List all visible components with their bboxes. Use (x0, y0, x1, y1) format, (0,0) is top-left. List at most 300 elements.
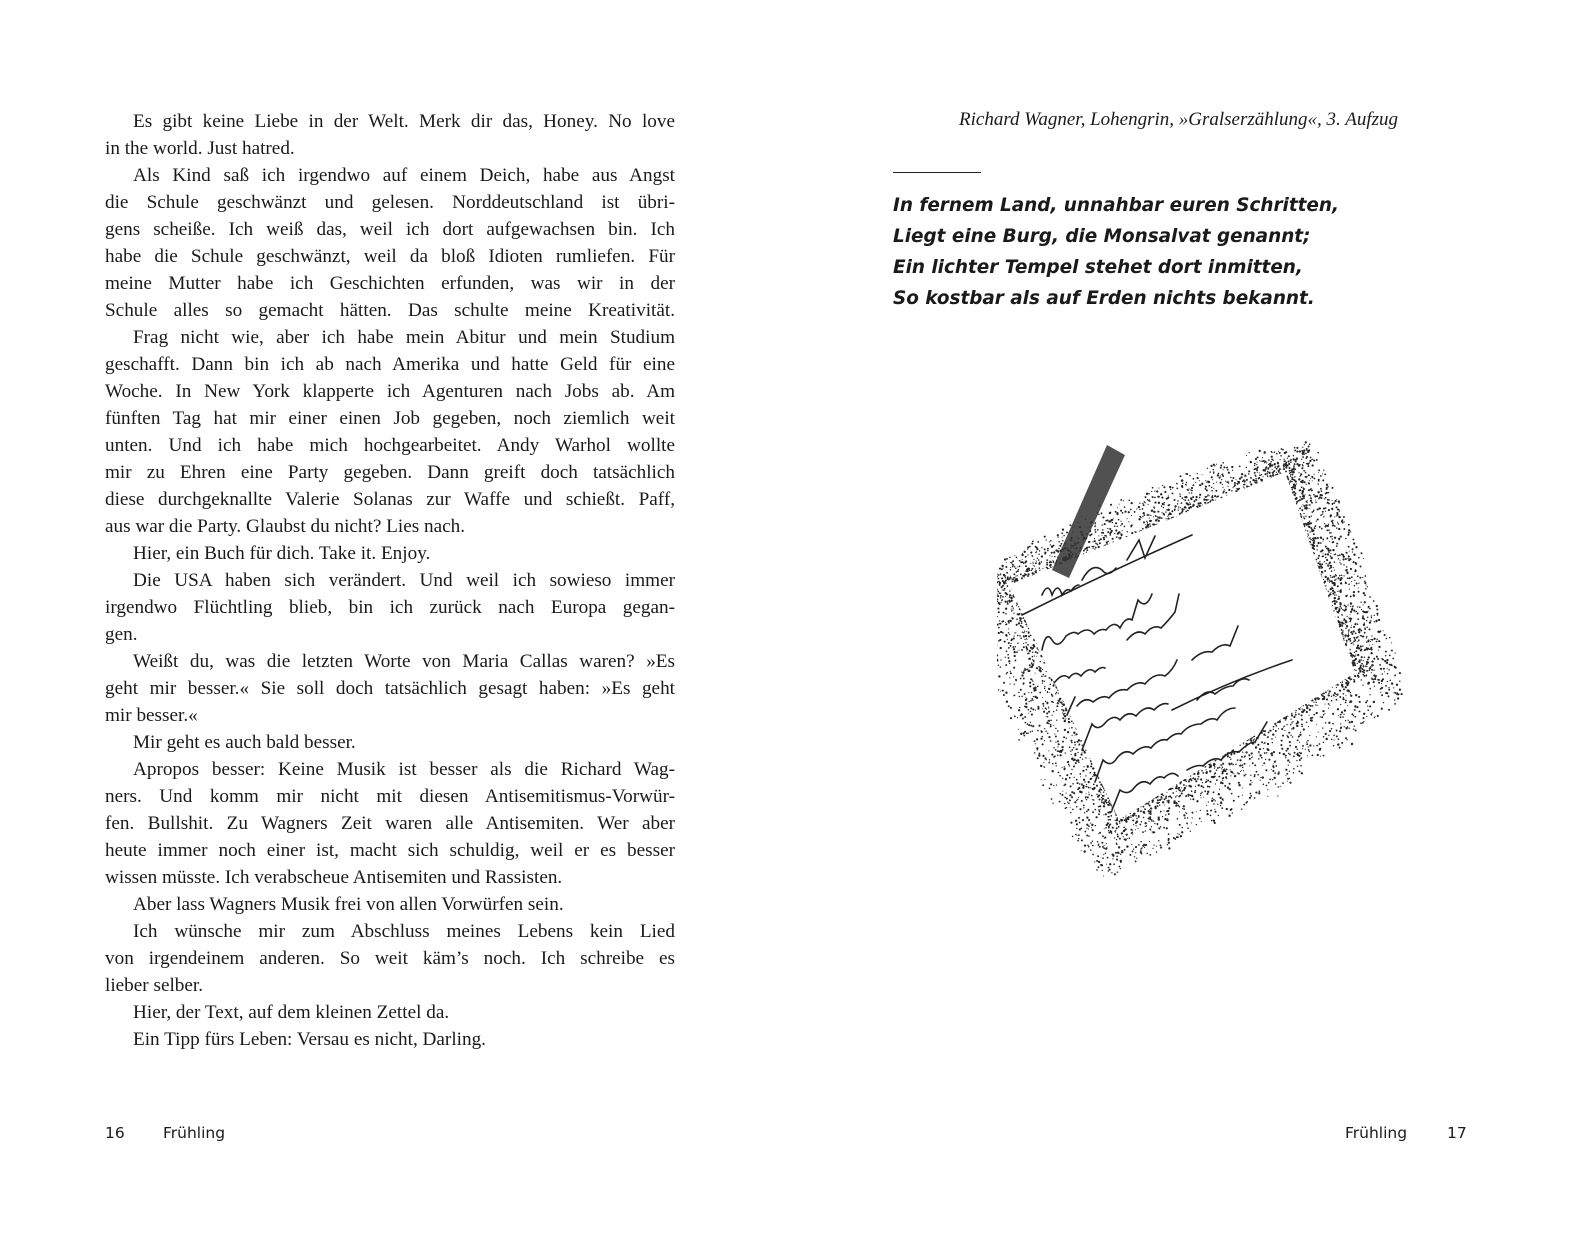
stipple-dot (1114, 831, 1115, 832)
stipple-dot (1147, 499, 1148, 500)
stipple-dot (1101, 535, 1102, 536)
body-text (105, 108, 675, 1053)
stipple-dot (1130, 509, 1132, 511)
stipple-dot (1254, 474, 1255, 475)
stipple-dot (1313, 460, 1315, 462)
stipple-dot (1377, 615, 1378, 616)
stipple-dot (1064, 797, 1066, 799)
stipple-dot (1351, 608, 1353, 610)
stipple-dot (1331, 587, 1333, 589)
stipple-dot (1181, 792, 1183, 794)
stipple-dot (1347, 705, 1348, 706)
stipple-dot (1259, 754, 1261, 756)
stipple-dot (1127, 518, 1128, 519)
stipple-dot (1023, 617, 1025, 619)
stipple-dot (1271, 465, 1272, 466)
stipple-dot (1178, 506, 1179, 507)
stipple-dot (1007, 639, 1008, 640)
stipple-dot (1249, 481, 1251, 483)
stipple-dot (1250, 795, 1252, 797)
stipple-dot (1338, 502, 1339, 503)
stipple-dot (1350, 695, 1352, 697)
stipple-dot (1178, 801, 1180, 803)
stipple-dot (1006, 672, 1008, 674)
stipple-dot (1205, 781, 1207, 783)
stipple-dot (1257, 462, 1258, 463)
stipple-dot (1018, 729, 1019, 730)
stipple-dot (1303, 462, 1304, 463)
stipple-dot (1055, 693, 1056, 694)
stipple-dot (1329, 582, 1330, 583)
stipple-dot (1293, 772, 1294, 773)
stipple-dot (1081, 745, 1082, 746)
stipple-dot (1225, 492, 1227, 494)
stipple-dot (1340, 728, 1342, 730)
stipple-dot (1276, 472, 1277, 473)
stipple-dot (1010, 707, 1012, 709)
stipple-dot (1278, 771, 1280, 773)
stipple-dot (1029, 685, 1031, 687)
stipple-dot (1296, 451, 1298, 453)
stipple-dot (1019, 696, 1020, 697)
stipple-dot (1386, 692, 1387, 693)
stipple-dot (1316, 459, 1318, 461)
stipple-dot (1222, 487, 1223, 488)
stipple-dot (1357, 575, 1359, 577)
stipple-dot (1391, 642, 1392, 643)
stipple-dot (1345, 620, 1346, 621)
stipple-dot (1257, 774, 1259, 776)
stipple-dot (1343, 528, 1345, 530)
stipple-dot (1299, 507, 1301, 509)
stipple-dot (1363, 624, 1365, 626)
stipple-dot (1349, 649, 1350, 650)
stipple-dot (1205, 496, 1207, 498)
stipple-dot (1302, 712, 1304, 714)
stipple-dot (1350, 627, 1351, 628)
stipple-dot (1132, 834, 1133, 835)
stipple-dot (1348, 630, 1350, 632)
stipple-dot (1233, 753, 1235, 755)
stipple-dot (1065, 778, 1067, 780)
stipple-dot (1313, 702, 1314, 703)
stipple-dot (1167, 818, 1168, 819)
stipple-dot (1024, 639, 1025, 640)
stipple-dot (1301, 486, 1303, 488)
stipple-dot (1384, 660, 1386, 662)
stipple-dot (1016, 605, 1017, 606)
stipple-dot (1380, 630, 1382, 632)
stipple-dot (1296, 749, 1298, 751)
stipple-dot (1086, 769, 1088, 771)
stipple-dot (1178, 834, 1179, 835)
stipple-dot (999, 582, 1001, 584)
stipple-dot (1334, 500, 1336, 502)
stipple-dot (1342, 630, 1343, 631)
stipple-dot (1353, 644, 1354, 645)
stipple-dot (1066, 798, 1068, 800)
stipple-dot (1354, 580, 1355, 581)
stipple-dot (1383, 668, 1385, 670)
stipple-dot (1021, 674, 1023, 676)
stipple-dot (1351, 721, 1353, 723)
stipple-dot (1386, 659, 1388, 661)
text-line: mir besser.« (105, 705, 198, 726)
stipple-dot (1354, 623, 1356, 625)
stipple-dot (1331, 521, 1333, 523)
stipple-dot (1353, 626, 1355, 628)
stipple-dot (1213, 488, 1214, 489)
stipple-dot (1029, 650, 1031, 652)
stipple-dot (1325, 507, 1327, 509)
stipple-dot (1106, 847, 1107, 848)
stipple-dot (1211, 800, 1213, 802)
stipple-dot (1355, 729, 1357, 731)
stipple-dot (1189, 475, 1191, 477)
stipple-dot (1246, 455, 1247, 456)
stipple-dot (1340, 536, 1342, 538)
stipple-dot (1139, 516, 1141, 518)
stipple-dot (1267, 796, 1268, 797)
stipple-dot (1147, 803, 1149, 805)
stipple-dot (1152, 496, 1154, 498)
stipple-dot (1331, 700, 1333, 702)
stipple-dot (1062, 712, 1063, 713)
stipple-dot (1095, 531, 1097, 533)
stipple-dot (1048, 736, 1050, 738)
stipple-dot (1094, 538, 1095, 539)
stipple-dot (1344, 637, 1345, 638)
stipple-dot (1300, 765, 1302, 767)
stipple-dot (1213, 820, 1215, 822)
stipple-dot (1303, 728, 1305, 730)
stipple-dot (1377, 658, 1379, 660)
stipple-dot (1023, 635, 1025, 637)
stipple-dot (1108, 819, 1110, 821)
stipple-dot (1206, 810, 1208, 812)
stipple-dot (1005, 634, 1007, 636)
stipple-dot (1098, 809, 1099, 810)
stipple-dot (1215, 490, 1217, 492)
stipple-dot (1319, 748, 1321, 750)
stipple-dot (1065, 738, 1066, 739)
stipple-dot (1327, 525, 1329, 527)
stipple-dot (1238, 796, 1240, 798)
stipple-dot (1161, 517, 1163, 519)
stipple-dot (1131, 833, 1132, 834)
stipple-dot (1350, 606, 1351, 607)
stipple-dot (1009, 683, 1010, 684)
stipple-dot (1191, 490, 1193, 492)
stipple-dot (1364, 575, 1366, 577)
stipple-dot (1033, 683, 1035, 685)
stipple-dot (1318, 491, 1320, 493)
stipple-dot (1080, 828, 1082, 830)
stipple-dot (1032, 725, 1034, 727)
stipple-dot (1263, 460, 1265, 462)
stipple-dot (1293, 479, 1294, 480)
stipple-dot (1073, 792, 1075, 794)
stipple-dot (1303, 505, 1305, 507)
stipple-dot (1385, 655, 1386, 656)
stipple-dot (1074, 735, 1075, 736)
stipple-dot (1298, 736, 1300, 738)
stipple-dot (1063, 714, 1065, 716)
stipple-dot (1012, 564, 1014, 566)
stipple-dot (1099, 781, 1101, 783)
stipple-dot (1036, 738, 1038, 740)
stipple-dot (1359, 710, 1361, 712)
stipple-dot (1332, 590, 1334, 592)
stipple-dot (1353, 679, 1354, 680)
stipple-dot (1249, 758, 1251, 760)
stipple-dot (1336, 543, 1338, 545)
stipple-dot (1209, 786, 1211, 788)
stipple-dot (1336, 512, 1338, 514)
running-head-left: Frühling (163, 1124, 226, 1142)
stipple-dot (1373, 638, 1375, 640)
stipple-dot (1259, 460, 1260, 461)
stipple-dot (1355, 650, 1357, 652)
stipple-dot (1293, 755, 1295, 757)
stipple-dot (1307, 522, 1309, 524)
stipple-dot (1010, 577, 1012, 579)
stipple-dot (1130, 815, 1131, 816)
stipple-dot (1061, 746, 1063, 748)
stipple-dot (1260, 748, 1262, 750)
stipple-dot (1360, 630, 1362, 632)
stipple-dot (1045, 707, 1047, 709)
stipple-dot (1222, 798, 1224, 800)
stipple-dot (1094, 861, 1095, 862)
stipple-dot (1395, 692, 1397, 694)
stipple-dot (1157, 802, 1159, 804)
stipple-dot (1215, 811, 1217, 813)
stipple-dot (1003, 682, 1005, 684)
stipple-dot (1308, 535, 1309, 536)
stipple-dot (1020, 678, 1022, 680)
stipple-dot (1138, 810, 1139, 811)
stipple-dot (1191, 487, 1193, 489)
stipple-dot (1242, 795, 1243, 796)
stipple-dot (1083, 785, 1085, 787)
stipple-dot (1191, 790, 1193, 792)
stipple-dot (1159, 802, 1160, 803)
stipple-dot (1142, 516, 1143, 517)
stipple-dot (1348, 532, 1350, 534)
stipple-dot (1051, 754, 1053, 756)
stipple-dot (1401, 693, 1403, 695)
stipple-dot (1271, 769, 1272, 770)
stipple-dot (1305, 494, 1306, 495)
stipple-dot (1346, 616, 1347, 617)
stipple-dot (1005, 692, 1007, 694)
stipple-dot (1188, 510, 1189, 511)
stipple-dot (1294, 449, 1296, 451)
stipple-dot (1071, 758, 1073, 760)
stipple-dot (1075, 820, 1077, 822)
stipple-dot (1297, 766, 1298, 767)
stipple-dot (1216, 482, 1217, 483)
stipple-dot (1240, 771, 1241, 772)
stipple-dot (1322, 710, 1324, 712)
stipple-dot (1193, 500, 1195, 502)
stipple-dot (1324, 474, 1326, 476)
stipple-dot (1100, 809, 1101, 810)
stipple-dot (1106, 537, 1107, 538)
stipple-dot (1349, 629, 1350, 630)
stipple-dot (1138, 816, 1140, 818)
stipple-dot (1063, 785, 1064, 786)
stipple-dot (1164, 502, 1165, 503)
stipple-dot (1303, 497, 1305, 499)
stipple-dot (1167, 509, 1168, 510)
stipple-dot (1285, 467, 1287, 469)
stipple-dot (997, 591, 999, 593)
stipple-dot (1334, 516, 1335, 517)
text-line: diese durchgeknallte Valerie Solanas zur Waffe und schießt. Paff, (105, 489, 675, 510)
stipple-dot (1188, 500, 1189, 501)
attribution: Richard Wagner, Lohengrin, »Gralserzählung«, 3. Aufzug (959, 109, 1398, 130)
stipple-dot (998, 675, 1000, 677)
stipple-dot (1019, 565, 1021, 567)
stipple-dot (1347, 534, 1349, 536)
stipple-dot (1195, 482, 1196, 483)
stipple-dot (1311, 511, 1313, 513)
stipple-dot (1202, 782, 1203, 783)
stipple-dot (1045, 701, 1047, 703)
stipple-dot (1316, 745, 1318, 747)
stipple-dot (1005, 566, 1007, 568)
stipple-dot (1228, 763, 1229, 764)
stipple-dot (1286, 724, 1287, 725)
stipple-dot (1196, 811, 1197, 812)
stipple-dot (1142, 831, 1144, 833)
stipple-dot (1167, 516, 1168, 517)
stipple-dot (1250, 780, 1252, 782)
stipple-dot (1348, 720, 1349, 721)
stipple-dot (1164, 804, 1165, 805)
stipple-dot (1323, 540, 1324, 541)
stipple-dot (1080, 757, 1081, 758)
stipple-dot (1081, 753, 1083, 755)
stipple-dot (1049, 684, 1051, 686)
stipple-dot (1328, 693, 1329, 694)
stipple-dot (1201, 785, 1203, 787)
stipple-dot (1316, 712, 1318, 714)
stipple-dot (1300, 752, 1302, 754)
stipple-dot (1062, 706, 1063, 707)
stipple-dot (1334, 591, 1336, 593)
stipple-dot (1070, 807, 1071, 808)
stipple-dot (1373, 658, 1375, 660)
stipple-dot (1210, 815, 1212, 817)
stipple-dot (1082, 770, 1084, 772)
stipple-dot (1004, 575, 1006, 577)
stipple-dot (1145, 496, 1147, 498)
stipple-dot (1348, 728, 1349, 729)
stipple-dot (1299, 496, 1301, 498)
stipple-dot (1130, 829, 1132, 831)
stipple-dot (1042, 669, 1043, 670)
stipple-dot (1243, 757, 1244, 758)
stipple-dot (1239, 765, 1240, 766)
stipple-dot (1298, 472, 1299, 473)
stipple-dot (1341, 742, 1343, 744)
stipple-dot (1371, 715, 1372, 716)
stipple-dot (1348, 559, 1350, 561)
stipple-dot (1351, 625, 1352, 626)
stipple-dot (1028, 724, 1030, 726)
stipple-dot (1353, 561, 1355, 563)
stipple-dot (1109, 869, 1111, 871)
stipple-dot (1286, 716, 1288, 718)
stipple-dot (1329, 499, 1330, 500)
stipple-dot (1252, 782, 1253, 783)
stipple-dot (1310, 527, 1312, 529)
stipple-dot (1023, 562, 1025, 564)
stipple-dot (1120, 854, 1121, 855)
stipple-dot (1018, 613, 1020, 615)
stipple-dot (1076, 835, 1077, 836)
stipple-dot (1367, 670, 1369, 672)
stipple-dot (1011, 562, 1013, 564)
stipple-dot (1021, 649, 1023, 651)
stipple-dot (1370, 620, 1371, 621)
stipple-dot (1025, 556, 1027, 558)
stipple-dot (1035, 689, 1037, 691)
stipple-dot (1312, 705, 1314, 707)
stipple-dot (1396, 684, 1398, 686)
stipple-dot (1232, 470, 1233, 471)
stipple-dot (1152, 848, 1153, 849)
stipple-dot (1049, 564, 1051, 566)
stipple-dot (1302, 464, 1303, 465)
stipple-dot (1074, 801, 1076, 803)
stipple-dot (1289, 778, 1290, 779)
stipple-dot (1099, 542, 1101, 544)
stipple-dot (1342, 626, 1343, 627)
stipple-dot (1288, 732, 1290, 734)
stipple-dot (1143, 806, 1145, 808)
stipple-dot (1004, 601, 1006, 603)
stipple-dot (1308, 508, 1309, 509)
stipple-dot (998, 632, 1000, 634)
stipple-dot (1290, 474, 1291, 475)
stipple-dot (1071, 721, 1073, 723)
stipple-dot (1358, 660, 1360, 662)
stipple-dot (1225, 770, 1227, 772)
stipple-dot (1010, 567, 1011, 568)
stipple-dot (1179, 513, 1181, 515)
stipple-dot (1324, 580, 1326, 582)
stipple-dot (1324, 703, 1325, 704)
stipple-dot (1250, 461, 1252, 463)
stipple-dot (1053, 551, 1055, 553)
stipple-dot (1168, 838, 1170, 840)
stipple-dot (1165, 797, 1167, 799)
stipple-dot (1183, 814, 1185, 816)
stipple-dot (1321, 549, 1323, 551)
stipple-dot (1229, 783, 1231, 785)
stipple-dot (1290, 475, 1292, 477)
stipple-dot (1354, 725, 1355, 726)
stipple-dot (1130, 817, 1131, 818)
stipple-dot (1364, 656, 1365, 657)
stipple-dot (1361, 552, 1363, 554)
stipple-dot (1287, 748, 1289, 750)
stipple-dot (1181, 512, 1183, 514)
